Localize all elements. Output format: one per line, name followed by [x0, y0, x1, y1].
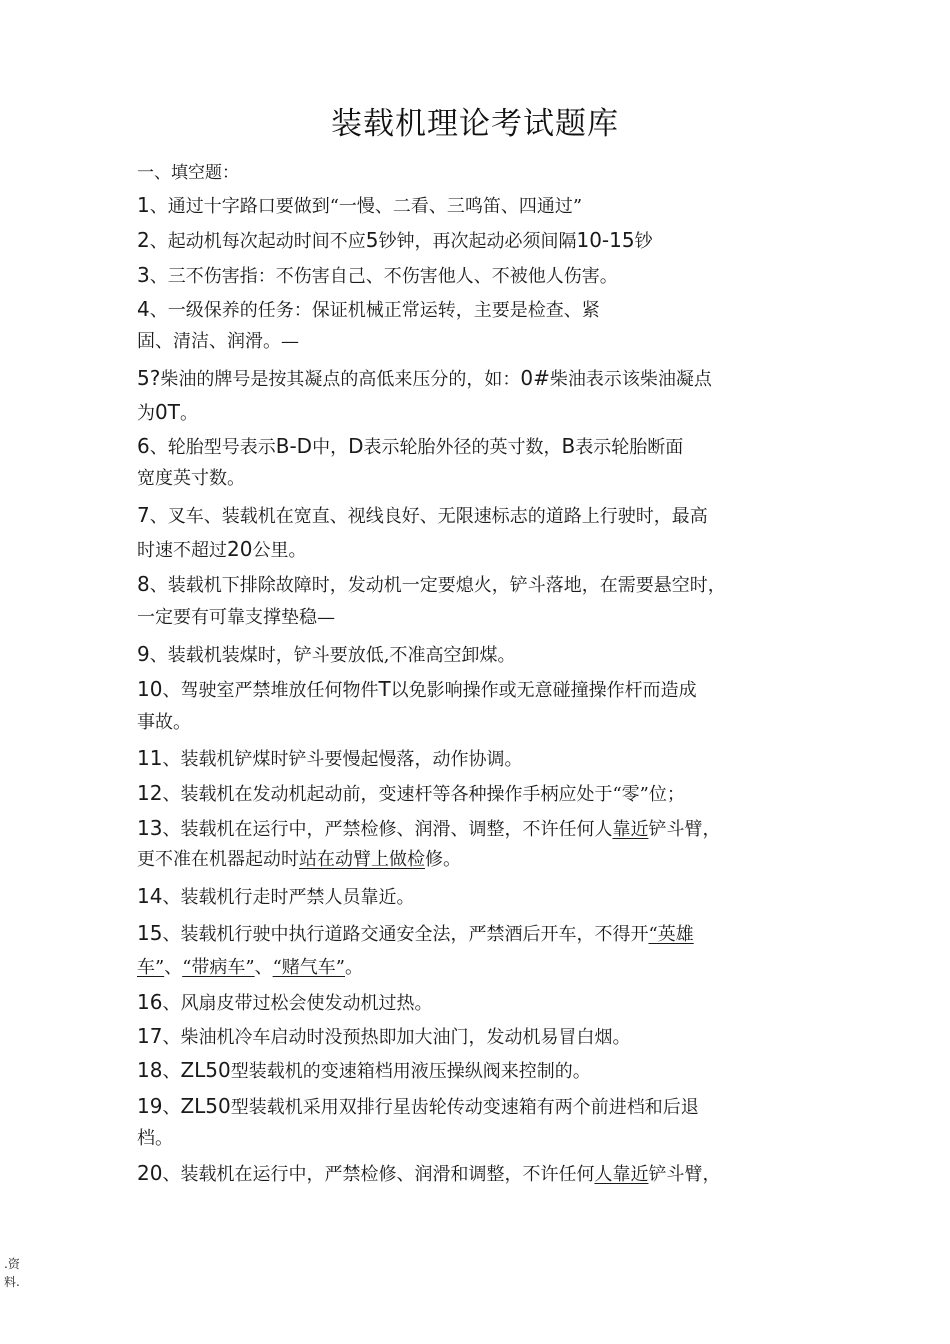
question-line: [137, 228, 653, 254]
question-text: 、叉车、装载机在宽直、视线良好、无限速标志的道路上行驶时，最高: [149, 506, 708, 527]
question-number: 12: [137, 781, 163, 805]
question-number: 5?: [137, 366, 161, 390]
question-text: 表示轮胎断面: [575, 437, 684, 458]
question-text: 柴油的牌号是按其凝点的高低来压分的，如：: [160, 369, 521, 390]
question-number: 19: [137, 1094, 163, 1118]
question-number: 6: [137, 434, 150, 458]
question-number: 7: [137, 503, 150, 527]
question-text: 、装载机下排除故障时，发动机一定要熄火，铲斗落地，在需要悬空时，: [149, 575, 726, 596]
question-text: 、装载机在运行中，严禁检修、润滑、调整，不许任何人: [162, 819, 613, 840]
footer-line-2: 料.: [4, 1275, 20, 1289]
question-text: 、装载机行走时严禁人员靠近。: [162, 887, 415, 908]
question-text: 时速不超过: [137, 540, 227, 561]
question-text: 。: [345, 957, 364, 978]
question-number: 0T: [155, 400, 180, 424]
question-number: 9: [137, 642, 150, 666]
question-text: 中，: [312, 437, 349, 458]
question-line: [137, 781, 685, 807]
question-text: 、通过十字路口要做到“一慢、二看、三鸣笛、四通过”: [149, 196, 583, 217]
question-text: 、装载机行驶中执行道路交通安全法，严禁酒后开车，不得开: [162, 924, 649, 945]
question-line: [137, 711, 191, 735]
question-number: 20: [227, 537, 253, 561]
question-text: 固、清洁、润滑。—: [137, 331, 299, 352]
question-text: 柴油表示该柴油凝点: [549, 369, 712, 390]
question-text: 、轮胎型号表示: [149, 437, 276, 458]
question-text: 表示轮胎外径的英寸数，: [363, 437, 562, 458]
section-heading: 一、填空题：: [137, 163, 239, 183]
question-text: 钞钟，再次起动必须间隔: [378, 231, 577, 252]
question-text: 以免影响操作或无意碰撞操作杆而造成: [390, 680, 697, 701]
question-number: 20: [137, 1161, 163, 1185]
question-line: [137, 884, 414, 910]
question-number: 0#: [520, 366, 550, 390]
question-text: 更不准在机器起动时: [137, 849, 299, 870]
question-number: 10: [137, 677, 163, 701]
question-number: 3: [137, 263, 150, 287]
question-line: [137, 606, 335, 630]
question-text: 、装载机装煤时，铲斗要放低,不准高空卸煤。: [149, 645, 516, 666]
underlined-text: “英雄: [648, 924, 694, 945]
question-text: 、起动机每次起动时间不应: [149, 231, 366, 252]
question-line: [137, 503, 708, 529]
question-line: [137, 572, 726, 598]
question-text: 公里。: [252, 540, 307, 561]
question-line: [137, 297, 600, 323]
question-line: [137, 400, 198, 426]
question-line: [137, 1127, 173, 1151]
question-number: 8: [137, 572, 150, 596]
question-number: 15: [137, 921, 163, 945]
question-number: D: [348, 434, 364, 458]
question-text: 、: [164, 957, 183, 978]
footer-line-1: .资: [4, 1257, 20, 1271]
question-text: 铲斗臂，: [648, 1164, 721, 1185]
question-text: 、: [254, 957, 273, 978]
question-number: 16: [137, 990, 163, 1014]
question-text: 一定要有可靠支撑垫稳—: [137, 607, 335, 628]
question-text: 、风扇皮带过松会使发动机过热。: [162, 993, 433, 1014]
footer-note: [4, 1255, 20, 1291]
question-line: [137, 642, 515, 668]
question-line: [137, 921, 694, 947]
question-text: 、柴油机冷车启动时没预热即加大油门，发动机易冒白烟。: [162, 1027, 631, 1048]
question-number: ZL50: [180, 1058, 231, 1082]
question-text: 型装载机采用双排行星齿轮传动变速箱有两个前进档和后退: [230, 1097, 699, 1118]
question-number: 1: [137, 193, 150, 217]
question-text: 、装载机在运行中，严禁检修、润滑和调整，不许任何: [162, 1164, 595, 1185]
question-number: 17: [137, 1024, 163, 1048]
question-number: 10-15: [576, 228, 635, 252]
question-number: ZL50: [180, 1094, 231, 1118]
question-number: B: [561, 434, 576, 458]
question-text: 、装载机铲煤时铲斗要慢起慢落，动作协调。: [162, 749, 523, 770]
question-line: [137, 816, 720, 842]
question-text: 、三不伤害指：不伤害自己、不伤害他人、不被他人伤害。: [149, 266, 618, 287]
question-number: 4: [137, 297, 150, 321]
underlined-text: 车”: [137, 957, 165, 978]
question-number: 2: [137, 228, 150, 252]
question-text: 型装载机的变速箱档用液压操纵阀来控制的。: [230, 1061, 591, 1082]
question-text: 、一级保养的任务：保证机械正常运转，主要是检查、紧: [149, 300, 600, 321]
question-text: 、装载机在发动机起动前，变速杆等各种操作手柄应处于“零”位；: [162, 784, 685, 805]
question-text: 档。: [137, 1128, 173, 1149]
question-number: 5: [365, 228, 379, 252]
question-number: 18: [137, 1058, 163, 1082]
question-text: 钞: [634, 231, 653, 252]
question-line: [137, 956, 363, 980]
question-line: [137, 1024, 630, 1050]
question-line: [137, 677, 697, 703]
question-text: 为: [137, 403, 155, 424]
document-title: 装载机理论考试题库: [331, 106, 619, 142]
question-line: [137, 434, 683, 460]
question-line: [137, 848, 461, 872]
question-line: [137, 990, 432, 1016]
question-text: 、: [162, 1061, 181, 1082]
question-line: [137, 1161, 720, 1187]
question-text: 、驾驶室严禁堆放任何物件: [162, 680, 379, 701]
underlined-text: “赌气车”: [272, 957, 346, 978]
question-text: 铲斗臂，: [648, 819, 721, 840]
underlined-text: 站在动臂上做检: [299, 849, 425, 870]
underlined-text: “带病车”: [182, 957, 255, 978]
question-line: [137, 746, 522, 772]
question-number: 11: [137, 746, 163, 770]
question-line: [137, 1094, 699, 1120]
question-number: 14: [137, 884, 163, 908]
question-text: 修。: [425, 849, 461, 870]
question-number: B-D: [275, 434, 313, 458]
question-text: 事故。: [137, 712, 191, 733]
question-line: [137, 330, 299, 354]
question-text: 、: [162, 1097, 181, 1118]
question-number: 13: [137, 816, 163, 840]
question-line: [137, 537, 306, 563]
question-line: [137, 1058, 591, 1084]
underlined-text: 靠近: [612, 819, 649, 840]
question-text: 宽度英寸数。: [137, 468, 245, 489]
question-line: [137, 366, 712, 392]
question-line: [137, 467, 245, 491]
question-line: [137, 193, 582, 219]
question-number: T: [378, 677, 391, 701]
question-line: [137, 263, 618, 289]
question-text: 。: [179, 403, 198, 424]
underlined-text: 人靠近: [594, 1164, 649, 1185]
